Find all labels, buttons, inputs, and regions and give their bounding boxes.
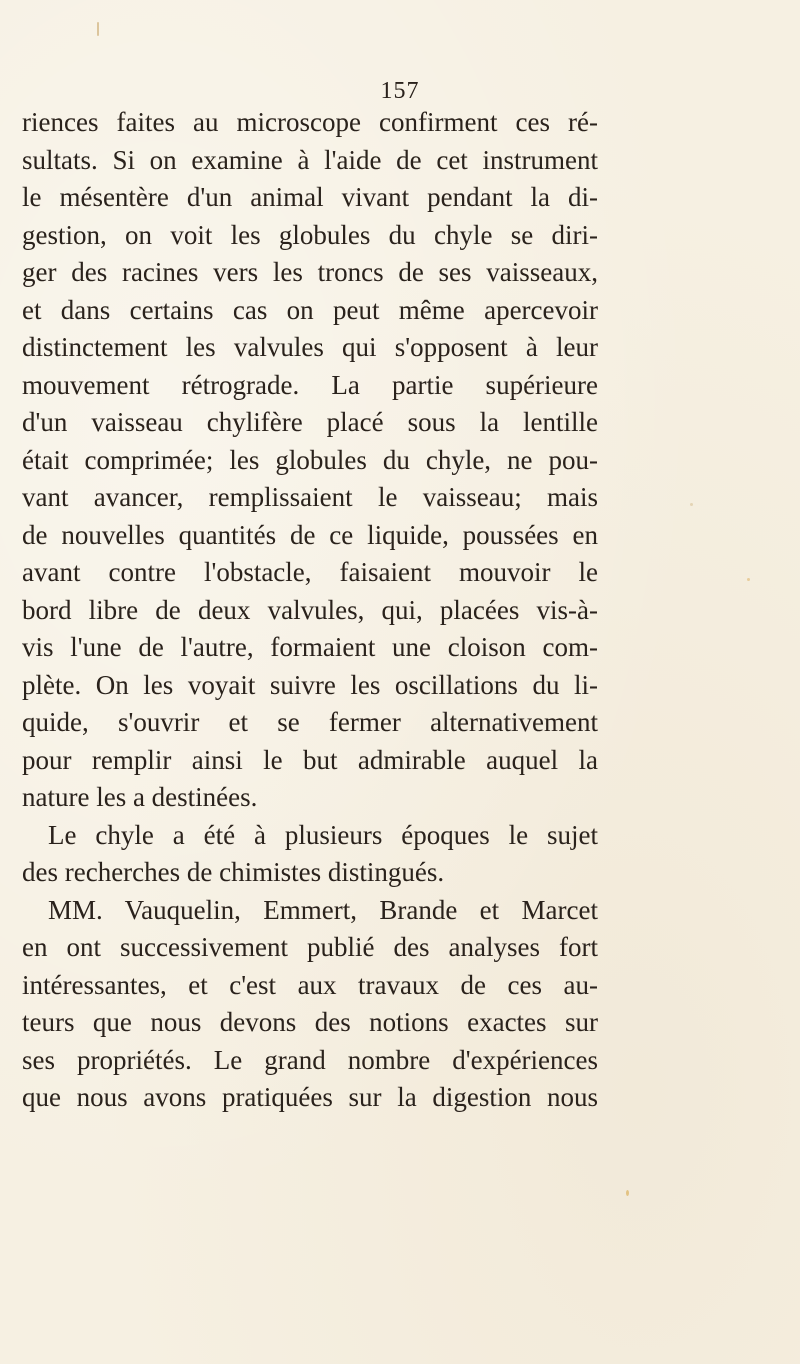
paper-fleck — [626, 1190, 629, 1196]
text-line: ger des racines vers les troncs de ses vaisseaux, — [22, 257, 598, 287]
paper-fleck — [97, 22, 99, 36]
text-line: nature les a destinées. — [22, 782, 258, 812]
text-line: pour remplir ainsi le but admirable auquel la — [22, 744, 598, 775]
text-line: en ont successivement publié des analyses fort — [22, 932, 598, 962]
text-line: vis l'une de l'autre, formaient une cloison com- — [22, 632, 598, 662]
text-line: MM. Vauquelin, Emmert, Brande et Marcet — [48, 894, 598, 925]
paper-fleck — [747, 578, 750, 581]
page-number: 157 — [380, 78, 420, 104]
text-line: de nouvelles quantités de ce liquide, poussées en — [22, 519, 598, 550]
text-line: vant avancer, remplissaient le vaisseau; mais — [22, 482, 598, 512]
paper-fleck — [690, 503, 693, 506]
text-line: sultats. Si on examine à l'aide de cet instrument — [22, 144, 598, 175]
text-line: bord libre de deux valvules, qui, placées vis-à- — [22, 594, 598, 625]
text-line: riences faites au microscope confirment ces ré- — [22, 107, 598, 137]
text-line: plète. On les voyait suivre les oscillations du li- — [22, 669, 598, 700]
text-line: teurs que nous devons des notions exactes sur — [22, 1007, 598, 1037]
text-line: des recherches de chimistes distingués. — [22, 857, 445, 887]
text-line: que nous avons pratiquées sur la digestion nous — [22, 1082, 598, 1112]
text-line: le mésentère d'un animal vivant pendant la di- — [22, 182, 598, 212]
text-line: avant contre l'obstacle, faisaient mouvoir le — [22, 557, 598, 587]
text-line: quide, s'ouvrir et se fermer alternativement — [22, 707, 598, 737]
text-line: ses propriétés. Le grand nombre d'expériences — [22, 1044, 598, 1075]
text-line: Le chyle a été à plusieurs époques le sujet — [48, 819, 598, 850]
text-line: distinctement les valvules qui s'opposent à leur — [22, 332, 598, 362]
text-line: d'un vaisseau chylifère placé sous la lentille — [22, 407, 598, 437]
text-line: gestion, on voit les globules du chyle se diri- — [22, 219, 598, 250]
body-text — [22, 104, 598, 1117]
text-line: et dans certains cas on peut même apercevoir — [22, 294, 598, 325]
text-line: mouvement rétrograde. La partie supérieure — [22, 369, 598, 400]
text-line: intéressantes, et c'est aux travaux de ces au- — [22, 969, 598, 1000]
text-line: était comprimée; les globules du chyle, ne pou- — [22, 444, 598, 475]
